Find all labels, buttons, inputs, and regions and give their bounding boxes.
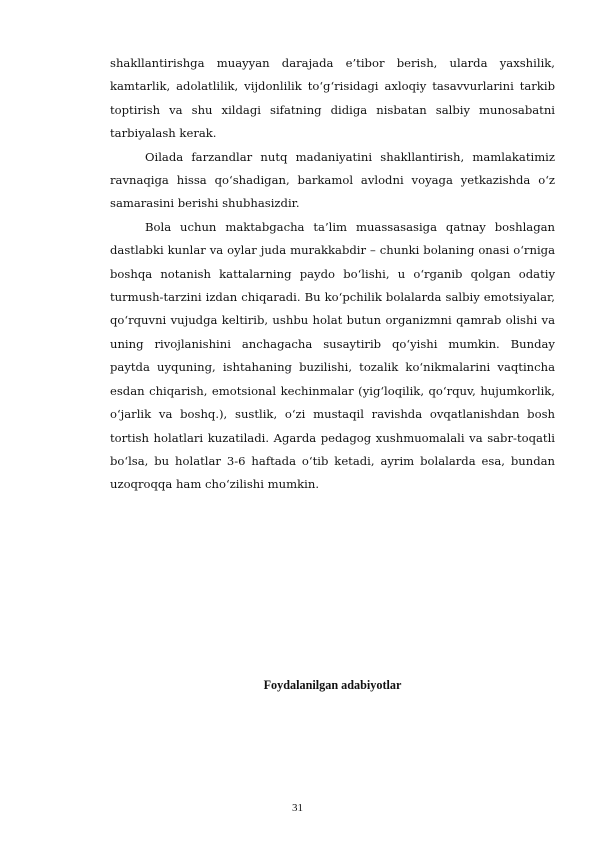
paragraph-1: shakllantirishga muayyan darajada e’tibor berish, ularda yaxshilik, kamtarlik, adolatlilik, vijdonlilik to‘g‘risidagi axloqiy tasavvurlarini tarkib toptirish va shu xildagi sifatning didiga nisbatan salbiy munosabatni tarbiyalash kerak. — [110, 56, 555, 141]
paragraph-3: Bola uchun maktabgacha ta’lim muassasasiga qatnay boshlagan dastlabki kunlar va oylar juda murakkabdir – chunki bolaning onasi o‘rniga boshqa notanish kattalarning paydo bo‘lishi, u o‘rganib qolgan odatiy turmush-tarzini izdan chiqaradi. Bu ko‘pchilik bolalarda salbiy emotsiyalar, qo‘rquvni vujudga keltirib, ushbu holat butun organizmni qamrab olishi va uning rivojlanishini anchagacha susaytirib qo‘yishi mumkin. Bunday paytda uyquning, ishtahaning buzilishi, tozalik ko‘nikmalarini vaqtincha esdan chiqarish, emotsional kechinmalar (yig‘loqilik, qo‘rquv, hujumkorlik, o‘jarlik va boshq.), sustlik, o‘zi mustaqil ravishda ovqatlanishdan bosh tortish holatlari kuzatiladi. Agarda pedagog xushmuomalali va sabr-toqatli bo‘lsa, bu holatlar 3-6 haftada o‘tib ketadi, ayrim bolalarda esa, bundan uzoqroqqa ham cho‘zilishi mumkin. — [110, 219, 555, 492]
page-number: 31 — [292, 802, 303, 814]
body-text — [110, 52, 555, 497]
paragraph-2: Oilada farzandlar nutq madaniyatini shakllantirish, mamlakatimiz ravnaqiga hissa qo‘shadigan, barkamol avlodni voyaga yetkazishda o‘z samarasini berishi shubhasizdir. — [110, 149, 555, 211]
references-heading: Foydalanilgan adabiyotlar — [263, 678, 402, 692]
